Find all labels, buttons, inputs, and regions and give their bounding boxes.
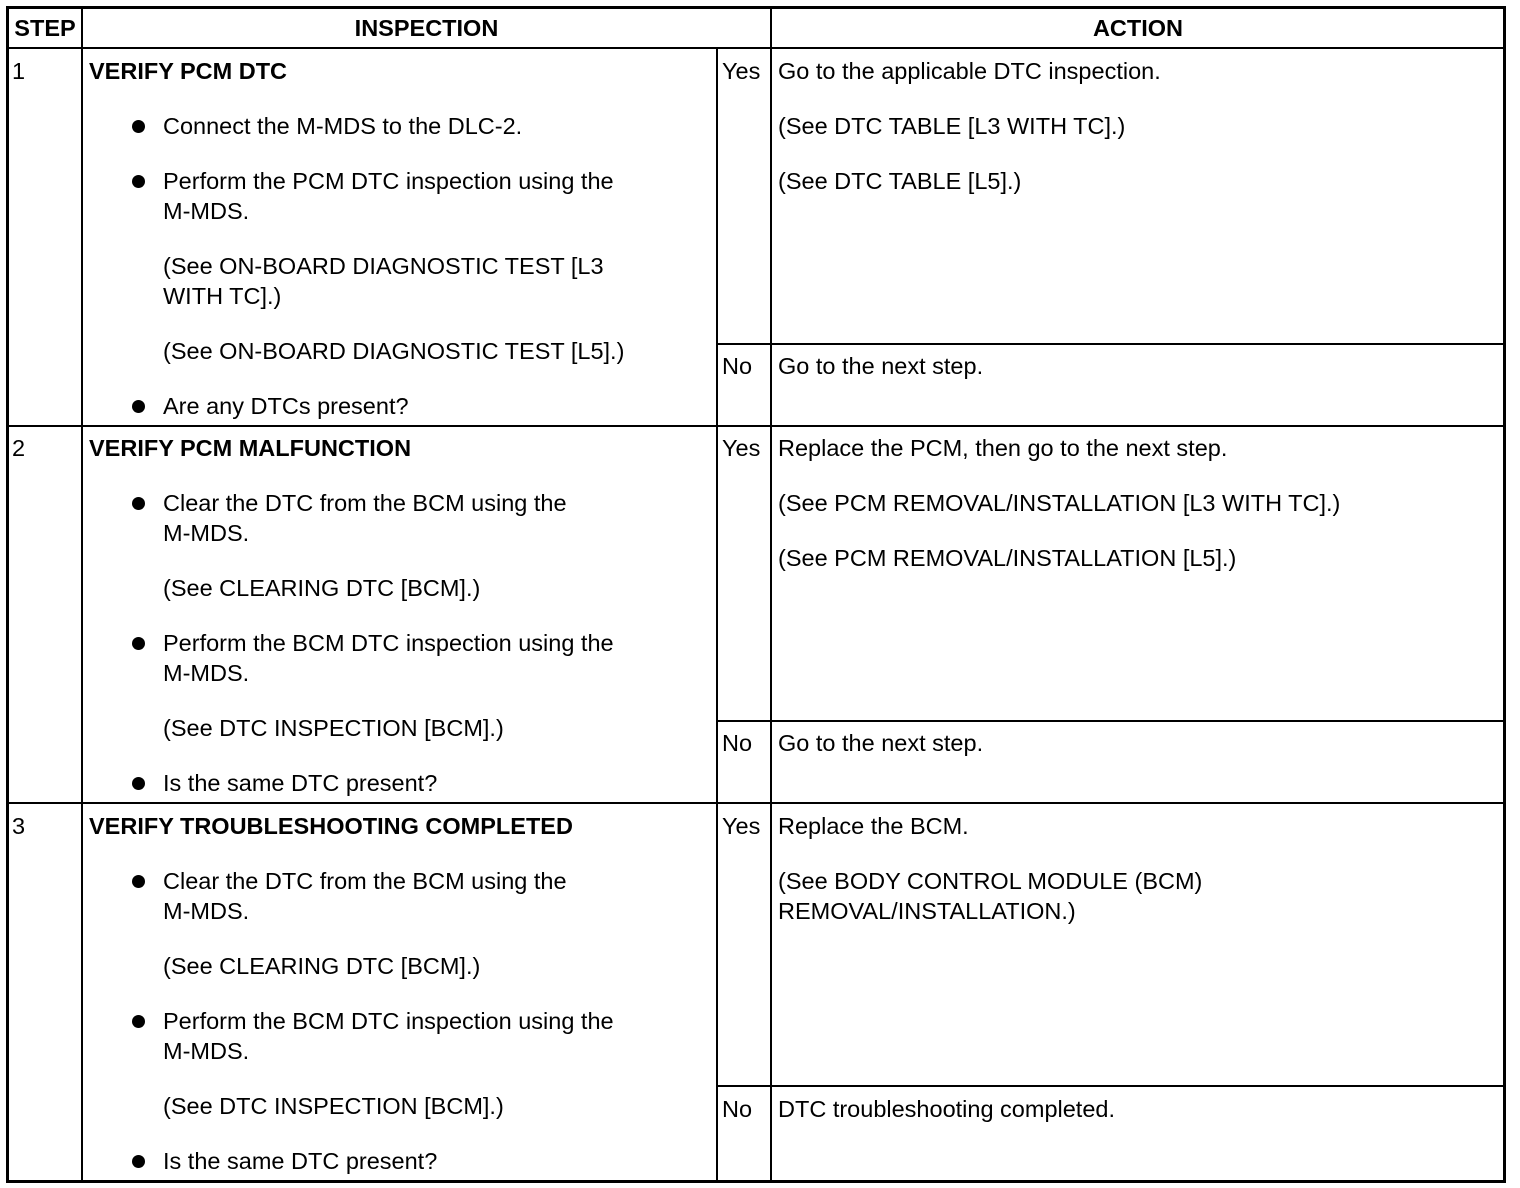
step-number: 3 <box>12 813 26 839</box>
inspection-reference: (See ON-BOARD DIAGNOSTIC TEST [L5].) <box>163 338 625 364</box>
no-label: No <box>722 1096 753 1122</box>
inspection-item: Connect the M-MDS to the DLC-2. <box>163 113 523 139</box>
inspection-reference: (See ON-BOARD DIAGNOSTIC TEST [L3 <box>163 253 604 279</box>
inspection-question: Is the same DTC present? <box>163 1148 438 1174</box>
step-number: 1 <box>12 58 26 84</box>
action-text: Replace the PCM, then go to the next step. <box>778 435 1228 461</box>
step-title: VERIFY PCM MALFUNCTION <box>89 435 412 461</box>
inspection-question: Are any DTCs present? <box>163 393 409 419</box>
inspection-text: M-MDS. <box>163 660 250 686</box>
inspection-text: M-MDS. <box>163 898 250 924</box>
bullet-icon <box>132 175 145 188</box>
divider <box>81 8 83 1181</box>
bullet-icon <box>132 120 145 133</box>
inspection-item: Perform the BCM DTC inspection using the <box>163 630 614 656</box>
inspection-reference: (See CLEARING DTC [BCM].) <box>163 953 481 979</box>
inspection-text: M-MDS. <box>163 520 250 546</box>
divider <box>717 720 1504 722</box>
divider <box>8 425 1504 427</box>
divider <box>770 8 772 1181</box>
action-reference: (See BODY CONTROL MODULE (BCM) <box>778 868 1203 894</box>
divider <box>717 343 1504 345</box>
action-reference: (See DTC TABLE [L3 WITH TC].) <box>778 113 1126 139</box>
yes-label: Yes <box>722 813 761 839</box>
inspection-reference: (See DTC INSPECTION [BCM].) <box>163 715 504 741</box>
inspection-text: M-MDS. <box>163 198 250 224</box>
bullet-icon <box>132 875 145 888</box>
inspection-text: M-MDS. <box>163 1038 250 1064</box>
yes-label: Yes <box>722 58 761 84</box>
header-step: STEP <box>14 15 76 41</box>
inspection-item: Clear the DTC from the BCM using the <box>163 490 567 516</box>
bullet-icon <box>132 497 145 510</box>
inspection-reference: (See CLEARING DTC [BCM].) <box>163 575 481 601</box>
inspection-question: Is the same DTC present? <box>163 770 438 796</box>
action-reference: (See PCM REMOVAL/INSTALLATION [L3 WITH TC].) <box>778 490 1341 516</box>
divider <box>8 802 1504 804</box>
action-reference: (See PCM REMOVAL/INSTALLATION [L5].) <box>778 545 1237 571</box>
action-text: Go to the next step. <box>778 353 984 379</box>
no-label: No <box>722 730 753 756</box>
inspection-item: Clear the DTC from the BCM using the <box>163 868 567 894</box>
action-text: DTC troubleshooting completed. <box>778 1096 1116 1122</box>
divider <box>8 47 1504 49</box>
divider <box>716 48 718 1181</box>
step-title: VERIFY PCM DTC <box>89 58 288 84</box>
inspection-item: Perform the BCM DTC inspection using the <box>163 1008 614 1034</box>
inspection-reference: WITH TC].) <box>163 283 282 309</box>
action-reference: REMOVAL/INSTALLATION.) <box>778 898 1076 924</box>
action-text: Go to the applicable DTC inspection. <box>778 58 1161 84</box>
bullet-icon <box>132 1015 145 1028</box>
action-text: Go to the next step. <box>778 730 984 756</box>
bullet-icon <box>132 777 145 790</box>
action-text: Replace the BCM. <box>778 813 969 839</box>
bullet-icon <box>132 637 145 650</box>
action-reference: (See DTC TABLE [L5].) <box>778 168 1022 194</box>
inspection-item: Perform the PCM DTC inspection using the <box>163 168 614 194</box>
inspection-reference: (See DTC INSPECTION [BCM].) <box>163 1093 504 1119</box>
bullet-icon <box>132 400 145 413</box>
no-label: No <box>722 353 753 379</box>
step-title: VERIFY TROUBLESHOOTING COMPLETED <box>89 813 573 839</box>
yes-label: Yes <box>722 435 761 461</box>
step-number: 2 <box>12 435 26 461</box>
header-action: ACTION <box>1092 15 1184 41</box>
header-inspection: INSPECTION <box>354 15 499 41</box>
divider <box>717 1085 1504 1087</box>
bullet-icon <box>132 1155 145 1168</box>
